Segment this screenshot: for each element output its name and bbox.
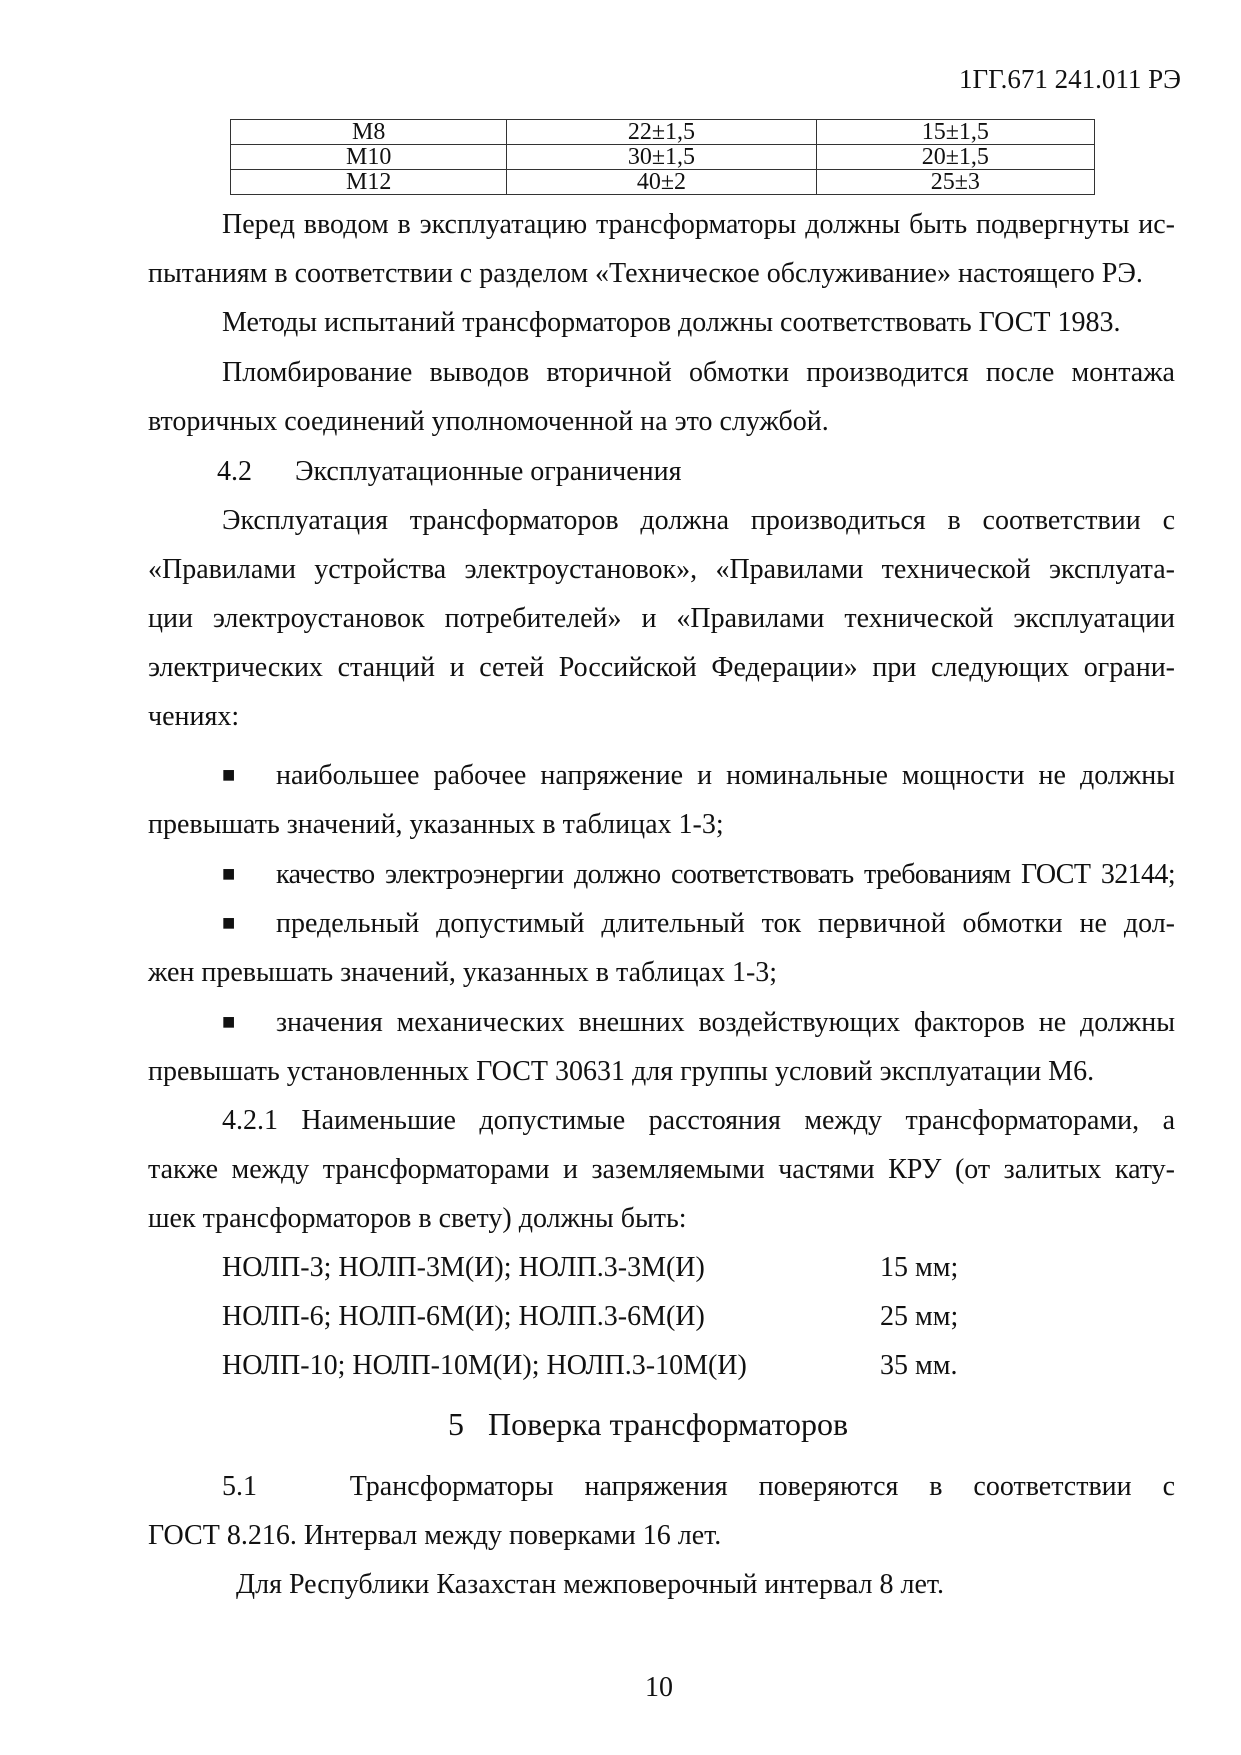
table-cell: 20±1,5 xyxy=(816,145,1094,170)
table-cell: 30±1,5 xyxy=(507,145,816,170)
table-cell: 40±2 xyxy=(507,170,816,195)
distance-value: 15 мм; xyxy=(880,1252,959,1283)
bullet-line: предельный допустимый длительный ток первичной обмотки не дол- xyxy=(276,908,1175,939)
paragraph-line: вторичных соединений уполномоченной на это службой. xyxy=(148,406,829,437)
bullet-icon: ■ xyxy=(222,910,236,935)
distance-value: 35 мм. xyxy=(880,1350,958,1381)
paragraph-line: шек трансформаторов в свету) должны быть: xyxy=(148,1203,687,1234)
paragraph-line: Для Республики Казахстан межповерочный интервал 8 лет. xyxy=(236,1569,945,1600)
paragraph-line: «Правилами устройства электроустановок», «Правилами технической эксплуата- xyxy=(148,554,1175,585)
table-row xyxy=(231,120,1095,145)
table-row xyxy=(231,145,1095,170)
paragraph-line: Методы испытаний трансформаторов должны соответствовать ГОСТ 1983. xyxy=(222,307,1121,338)
document-code: 1ГГ.671 241.011 РЭ xyxy=(958,64,1181,94)
bullet-icon: ■ xyxy=(222,762,236,787)
table-cell: М10 xyxy=(231,145,507,170)
distance-value: 25 мм; xyxy=(880,1301,959,1332)
table-row xyxy=(231,170,1095,195)
paragraph-line: чениях: xyxy=(148,701,240,732)
table-cell: 15±1,5 xyxy=(816,120,1094,145)
paragraph-line: Пломбирование выводов вторичной обмотки производится после монтажа xyxy=(222,357,1175,388)
paragraph-line: пытаниям в соответствии с разделом «Техническое обслуживание» настоящего РЭ. xyxy=(148,258,1143,289)
paragraph-line: Эксплуатация трансформаторов должна производиться в соответствии с xyxy=(222,505,1175,536)
paragraph-line: электрических станций и сетей Российской Федерации» при следующих ограни- xyxy=(148,652,1175,683)
section-heading: 5 Поверка трансформаторов xyxy=(448,1406,849,1442)
table-cell: М12 xyxy=(231,170,507,195)
bullet-line: жен превышать значений, указанных в таблицах 1-3; xyxy=(148,957,778,988)
bullet-line: наибольшее рабочее напряжение и номинальные мощности не должны xyxy=(276,760,1175,791)
bullet-line: превышать установленных ГОСТ 30631 для группы условий эксплуатации М6. xyxy=(148,1056,1095,1087)
paragraph-line: 4.2.1 Наименьшие допустимые расстояния между трансформаторами, а xyxy=(222,1105,1175,1136)
bullet-line: значения механических внешних воздействующих факторов не должны xyxy=(276,1007,1175,1038)
page-number: 10 xyxy=(645,1672,673,1703)
bullet-icon: ■ xyxy=(222,861,236,886)
section-number: 4.2 xyxy=(217,456,252,487)
paragraph-line: ГОСТ 8.216. Интервал между поверками 16 лет. xyxy=(148,1520,722,1551)
torque-table xyxy=(230,119,1095,195)
distance-models: НОЛП-6; НОЛП-6М(И); НОЛП.3-6М(И) xyxy=(222,1301,705,1332)
bullet-line: качество электроэнергии должно соответствовать требованиям ГОСТ 32144; xyxy=(276,859,1175,890)
bullet-icon: ■ xyxy=(222,1009,236,1034)
section-title: Эксплуатационные ограничения xyxy=(295,456,682,487)
paragraph-line: Перед вводом в эксплуатацию трансформаторы должны быть подвергнуты ис- xyxy=(222,209,1175,240)
table-cell: 22±1,5 xyxy=(507,120,816,145)
paragraph-line: также между трансформаторами и заземляемыми частями КРУ (от залитых кату- xyxy=(148,1154,1175,1185)
paragraph-line: 5.1 Трансформаторы напряжения поверяются в соответствии с xyxy=(222,1471,1175,1502)
paragraph-line: ции электроустановок потребителей» и «Правилами технической эксплуатации xyxy=(148,603,1175,634)
table-cell: 25±3 xyxy=(816,170,1094,195)
table-cell: М8 xyxy=(231,120,507,145)
distance-models: НОЛП-10; НОЛП-10М(И); НОЛП.3-10М(И) xyxy=(222,1350,747,1381)
bullet-line: превышать значений, указанных в таблицах 1-3; xyxy=(148,809,724,840)
distance-models: НОЛП-3; НОЛП-3М(И); НОЛП.3-3М(И) xyxy=(222,1252,705,1283)
